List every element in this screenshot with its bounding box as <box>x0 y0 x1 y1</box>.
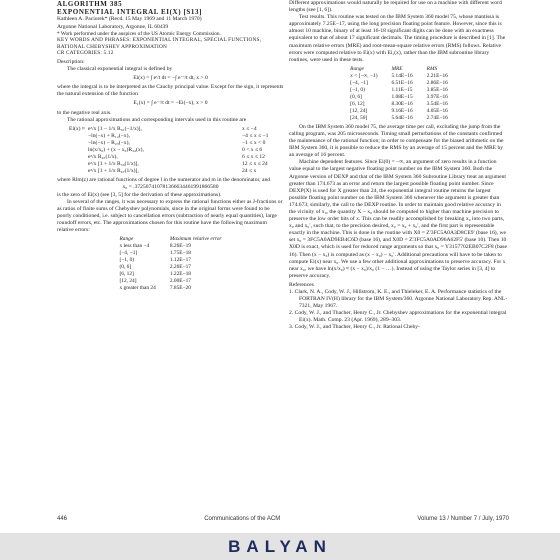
reference-item: 3. Cody, W. J., and Thacher, Henry C., Jr. Rational Cheby- <box>289 324 420 331</box>
reference-item: 1. Clark, N. A., Cody, W. J., Hillstrom, K. E., and Thieleker, E. A. Performance statistics of the FORTRAN IV(H) library for the IBM System/360. Argonne National Laboratory Rep. ANL-7321, May 1967. <box>289 289 508 310</box>
description-heading: Description: <box>57 58 85 65</box>
equation-row: ln(x/x₀) + (x − x₀)R₃₄(x), 0 < x ≤ 6 <box>88 147 263 153</box>
table-header: Range MRE RMS <box>350 65 438 72</box>
table-row: [12, 24] 9.16E−16 4.05E−16 <box>350 107 448 114</box>
table-row: [−4, −1] 1.75E−18 <box>119 250 191 257</box>
equation: Ei(x) = ∫ eᵗ/t dt = −∫ e⁻ᵗ/t dt, x > 0 <box>133 75 208 82</box>
equation-row: eˣ/x [1 + 1/x R₅₆(1/x)], 12 ≤ x ≤ 24 <box>88 161 268 168</box>
author: Kathleen A. Paciorek* (Recd. 15 May 1969 and 11 March 1970) <box>57 16 202 23</box>
references-heading: References <box>289 281 314 288</box>
table-row: (0, 6] 1.08E−15 3.97E−16 <box>350 93 448 100</box>
paragraph: where Rlm(z) are rational functions of degree l in the numerator and m in the denominator, and <box>57 177 271 184</box>
watermark-text: BALYAN <box>228 536 332 556</box>
table-row: [6, 12] 8.30E−16 3.54E−16 <box>350 100 448 107</box>
table-row: [6, 12] 1.22E−18 <box>119 271 191 278</box>
table-row: [12, 24] 2.00E−17 <box>119 278 191 285</box>
equation-row: eˣ/x [1 + 1/x R₆₇(1/x)], 24 ≤ x <box>88 168 257 175</box>
equation-row: eˣ/x R₄₅(1/x), 6 ≤ x ≤ 12 <box>88 154 265 161</box>
equation-row: Ei(x) ≈ eˣ/x [1 − 1/x R₀₁(−1/x)], x ≤ −4 <box>69 125 257 132</box>
page-footer <box>57 516 509 523</box>
algorithm-title: EXPONENTIAL INTEGRAL EI(X) [S13] <box>57 8 203 17</box>
algorithm-number: ALGORITHM 385 <box>57 0 123 8</box>
equation-row: −ln(−x) + R₁₂(−x), −4 ≤ x ≤ −1 <box>88 132 269 139</box>
equation: E₁(x) = ∫ e⁻ᵗ/t dt = −Ei(−x), x > 0 <box>133 100 208 107</box>
paragraph: The classical exponential integral is defined by <box>67 66 173 73</box>
table-row: [24, 50] 5.64E−16 2.74E−16 <box>350 114 448 121</box>
affiliation: Argonne National Laboratory, Argonne, IL 60439 <box>57 23 169 30</box>
table-row: x greater than 24 7.85E−20 <box>119 285 191 292</box>
reference-item: 2. Cody, W. J., and Thacher, Henry C., Jr. Chebyshev approximations for the exponential integral Ei(x). Math. Comp. 23 (Apr. 1969), 289–303. <box>289 310 507 324</box>
paragraph: where the integral is to be interpreted as the Cauchy principal value. Except for the sign, it represents the natural extension of the function <box>57 84 284 98</box>
paragraph: Machine dependent features. Since Ei(0) = −∞, an argument of zero results in a function value equal to the largest negative floating point number on the IBM System 360. Both the Argonne version of DEXP and that of the IBM System 360 Subroutine Library treat an argument greater than 174.673 as an error and return the largest possible floating point number. Since DEXP(X) is used for X greater than 24, the exponential integral routine returns the largest possible floating point number on the IBM System 360 whenever the argument is greater than 174.673; similarly, the call to the DEXP routine. In order to maintain good relative accuracy in the vicinity of x₀, the quantity X − x₀ should be computed to higher than machine precision to preserve the low order bits of x. This can be readily accomplished by breaking x₀ into two parts, x₀ and x₀′, such that, to the precision desired, x₀ = x₀ + x₀′, and the first part is representable exactly in the machine. This is done in the routine with X0 = Z'3FC5A0A3D8CE9' (base 16), we set x₀ = 3FC5A0AD9EB4C6D (base 16), and X0D = Z'3FC5A0AD96A62F5' (base 10). Then 10 X0D is exact, which is used for reduced range arguments so that x₀ = Y3157702EB07C2F8 (base 16). Then (x − x₀) is computed as (x − x₀) − x₀′. Additional precautions will have to be taken to compute Ei(x) near x₀. We use a few other additional approximations to preserve accuracy. For x near x₀, we have ln(x/x₀) ≈ (x − x₀)/x₀ (1 − …). Instead of using the Taylor series in [3, 4] to preserve accuracy. <box>289 159 507 279</box>
paragraph: Test results. This routine was tested on the IBM System 360 model 75, whose mantissa is approximately 7.25E−17, using the long precision floating point feature. However, since this is almost 10 machine, binary of at least 16-18 significant digits can be done with an exactness equivalent to that of about 17 significant decimals. The timing procedure is described in [1]. The maximum relative errors (MRE) and root-mean-square relative errors (RMS) follows. Relative errors were computed relative to Ei(x) with Ei₁(x), rather than the IBM subroutine library routines, were used in these tests. <box>289 14 506 63</box>
table-row: x < [−∞, −1) 5.14E−16 2.21E−16 <box>350 72 448 79</box>
table-row: (0, 6] 2.26E−17 <box>119 264 191 271</box>
table-row: [−4, −1] 6.51E−16 2.86E−16 <box>350 79 448 86</box>
table-row: [−1, 0) 1.11E−15 3.85E−16 <box>350 86 448 93</box>
approximation-equations <box>57 126 284 176</box>
watermark-banner <box>0 533 560 560</box>
journal-name: Communications of the ACM <box>204 516 281 522</box>
volume-info: Volume 13 / Number 7 / July, 1970 <box>417 516 509 522</box>
paragraph: The rational approximations and corresponding intervals used in this routine are <box>67 116 247 123</box>
right-column <box>289 0 509 332</box>
paragraph: In several of the ranges, it was necessary to express the rational functions either as J-fractions or as ratios of finite sums of Chebyshev polynomials, since in the original forms were found to be poorly conditioned, i.e. subject to cancellation errors (subtraction of nearly equal quantities), large roundoff errors, etc. The approximations chosen for this routine have the following maximum relative errors: <box>57 198 283 234</box>
page-number: 446 <box>57 516 68 522</box>
paragraph: On the IBM System 360 model 75, the average time per call, excluding the jump from the calling program, was 205 microseconds. Timing small perturbations of the constants confirmed the maintenance of the rational function; in order to compensate for the biased arithmetic on the IBM System 360, it is possible to reduce the RMS by an average of 15 percent and the MRE by an average of 16 percent. <box>289 123 504 159</box>
table-row: [−1, 0) 1.12E−17 <box>119 257 191 264</box>
error-table <box>112 236 228 292</box>
paragraph: is the zero of Ei(x) (see [3, 5] for the derivation of these approximations). <box>57 191 222 198</box>
cr-categories: CR CATEGORIES: 5.12 <box>57 50 114 57</box>
paragraph: Different approximations would naturally be required for use on a machine with different word lengths (see [1, 6]). <box>289 0 502 14</box>
table-row: x less than −4 8.26E−19 <box>119 243 191 250</box>
zero-constant: x₀ = .372507410781366634461991866580 <box>122 184 219 191</box>
left-column <box>57 0 284 294</box>
test-results-table <box>343 66 455 122</box>
paragraph: to the negative real axis. <box>57 109 112 116</box>
equation-row: −ln(−x) − R₂₃(−x), −1 ≤ x < 0 <box>88 139 266 146</box>
keywords: KEY WORDS AND PHRASES: EXPONENTIAL INTEGRAL, SPECIAL FUNCTIONS, RATIONAL CHEBYSHEV APPROXIMATION <box>57 37 262 50</box>
references-list <box>289 289 509 332</box>
table-header: Range Maximum relative error <box>119 236 222 243</box>
footnote: * Work performed under the auspices of the US Atomic Energy Commission. <box>57 30 221 37</box>
